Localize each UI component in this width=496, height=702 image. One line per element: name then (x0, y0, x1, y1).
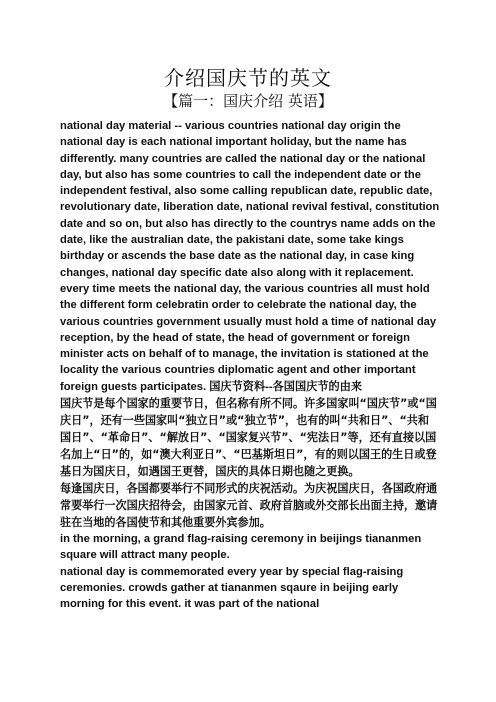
paragraph-celebrations: every time meets the national day, the various countries all must hold the different form celebratin order to celebrate the national day, the various countries government usually must hold a time of national day reception, by the head of state, the head of government or foreign minister acts on behalf of to manage, the invitation is stationed at the locality the various countries diplomatic agent and other important foreign guests participates. 国庆节资料--各国国庆节的由来 (60, 282, 437, 393)
paragraph-chinese-celebration: 每逢国庆日，各国都要举行不同形式的庆祝活动。为庆祝国庆日，各国政府通常要举行一次国庆招待会，由国家元首、政府首脑或外交部长出面主持，邀请驻在当地的各国使节和其他重要外宾参加。 (60, 482, 438, 530)
paragraph-chinese-origin: 国庆节是每个国家的重要节日，但名称有所不同。许多国家叫“国庆节”或“国庆日”，还有一些国家叫“独立日”或“独立节”，也有的叫“共和日”、“共和国日”、“革命日”、“解放日”、“国家复兴节”、“宪法日”等，还有直接以国名加上“日”的，如“澳大利亚日”、“巴基斯坦日”，有的则以国王的生日或登基日为国庆日，如遇国王更替，国庆的具体日期也随之更换。 (60, 397, 437, 479)
paragraph-national-day-material: national day material -- various countries national day origin the national day is each national important holiday, but the name has differently. many countries are called the national day or the national day, but also has some countries to call the independent date or the independent festival, also some calling republican date, republic date, revolutionary date, liberation date, national revival festival, constitution date and so on, but also has directly to the countrys name adds on the date, like the australian date, the pakistani date, some take kings birthday or ascends the base date as the national day, in case king changes, national day specific date also along with it replacement. (60, 120, 440, 279)
document-subtitle: 【篇一：国庆介绍 英语】 (163, 92, 333, 110)
document-title: 介绍国庆节的英文 (164, 66, 332, 90)
document-body (60, 118, 440, 613)
paragraph-commemoration: national day is commemorated every year by special flag-raising ceremonies. crowds gather at tiananmen sqaure in beijing early morning for this event. it was part of the national (60, 565, 404, 611)
paragraph-flag-raising: in the morning, a grand flag-raising ceremony in beijings tiananmen square will attract many people. (60, 533, 422, 562)
